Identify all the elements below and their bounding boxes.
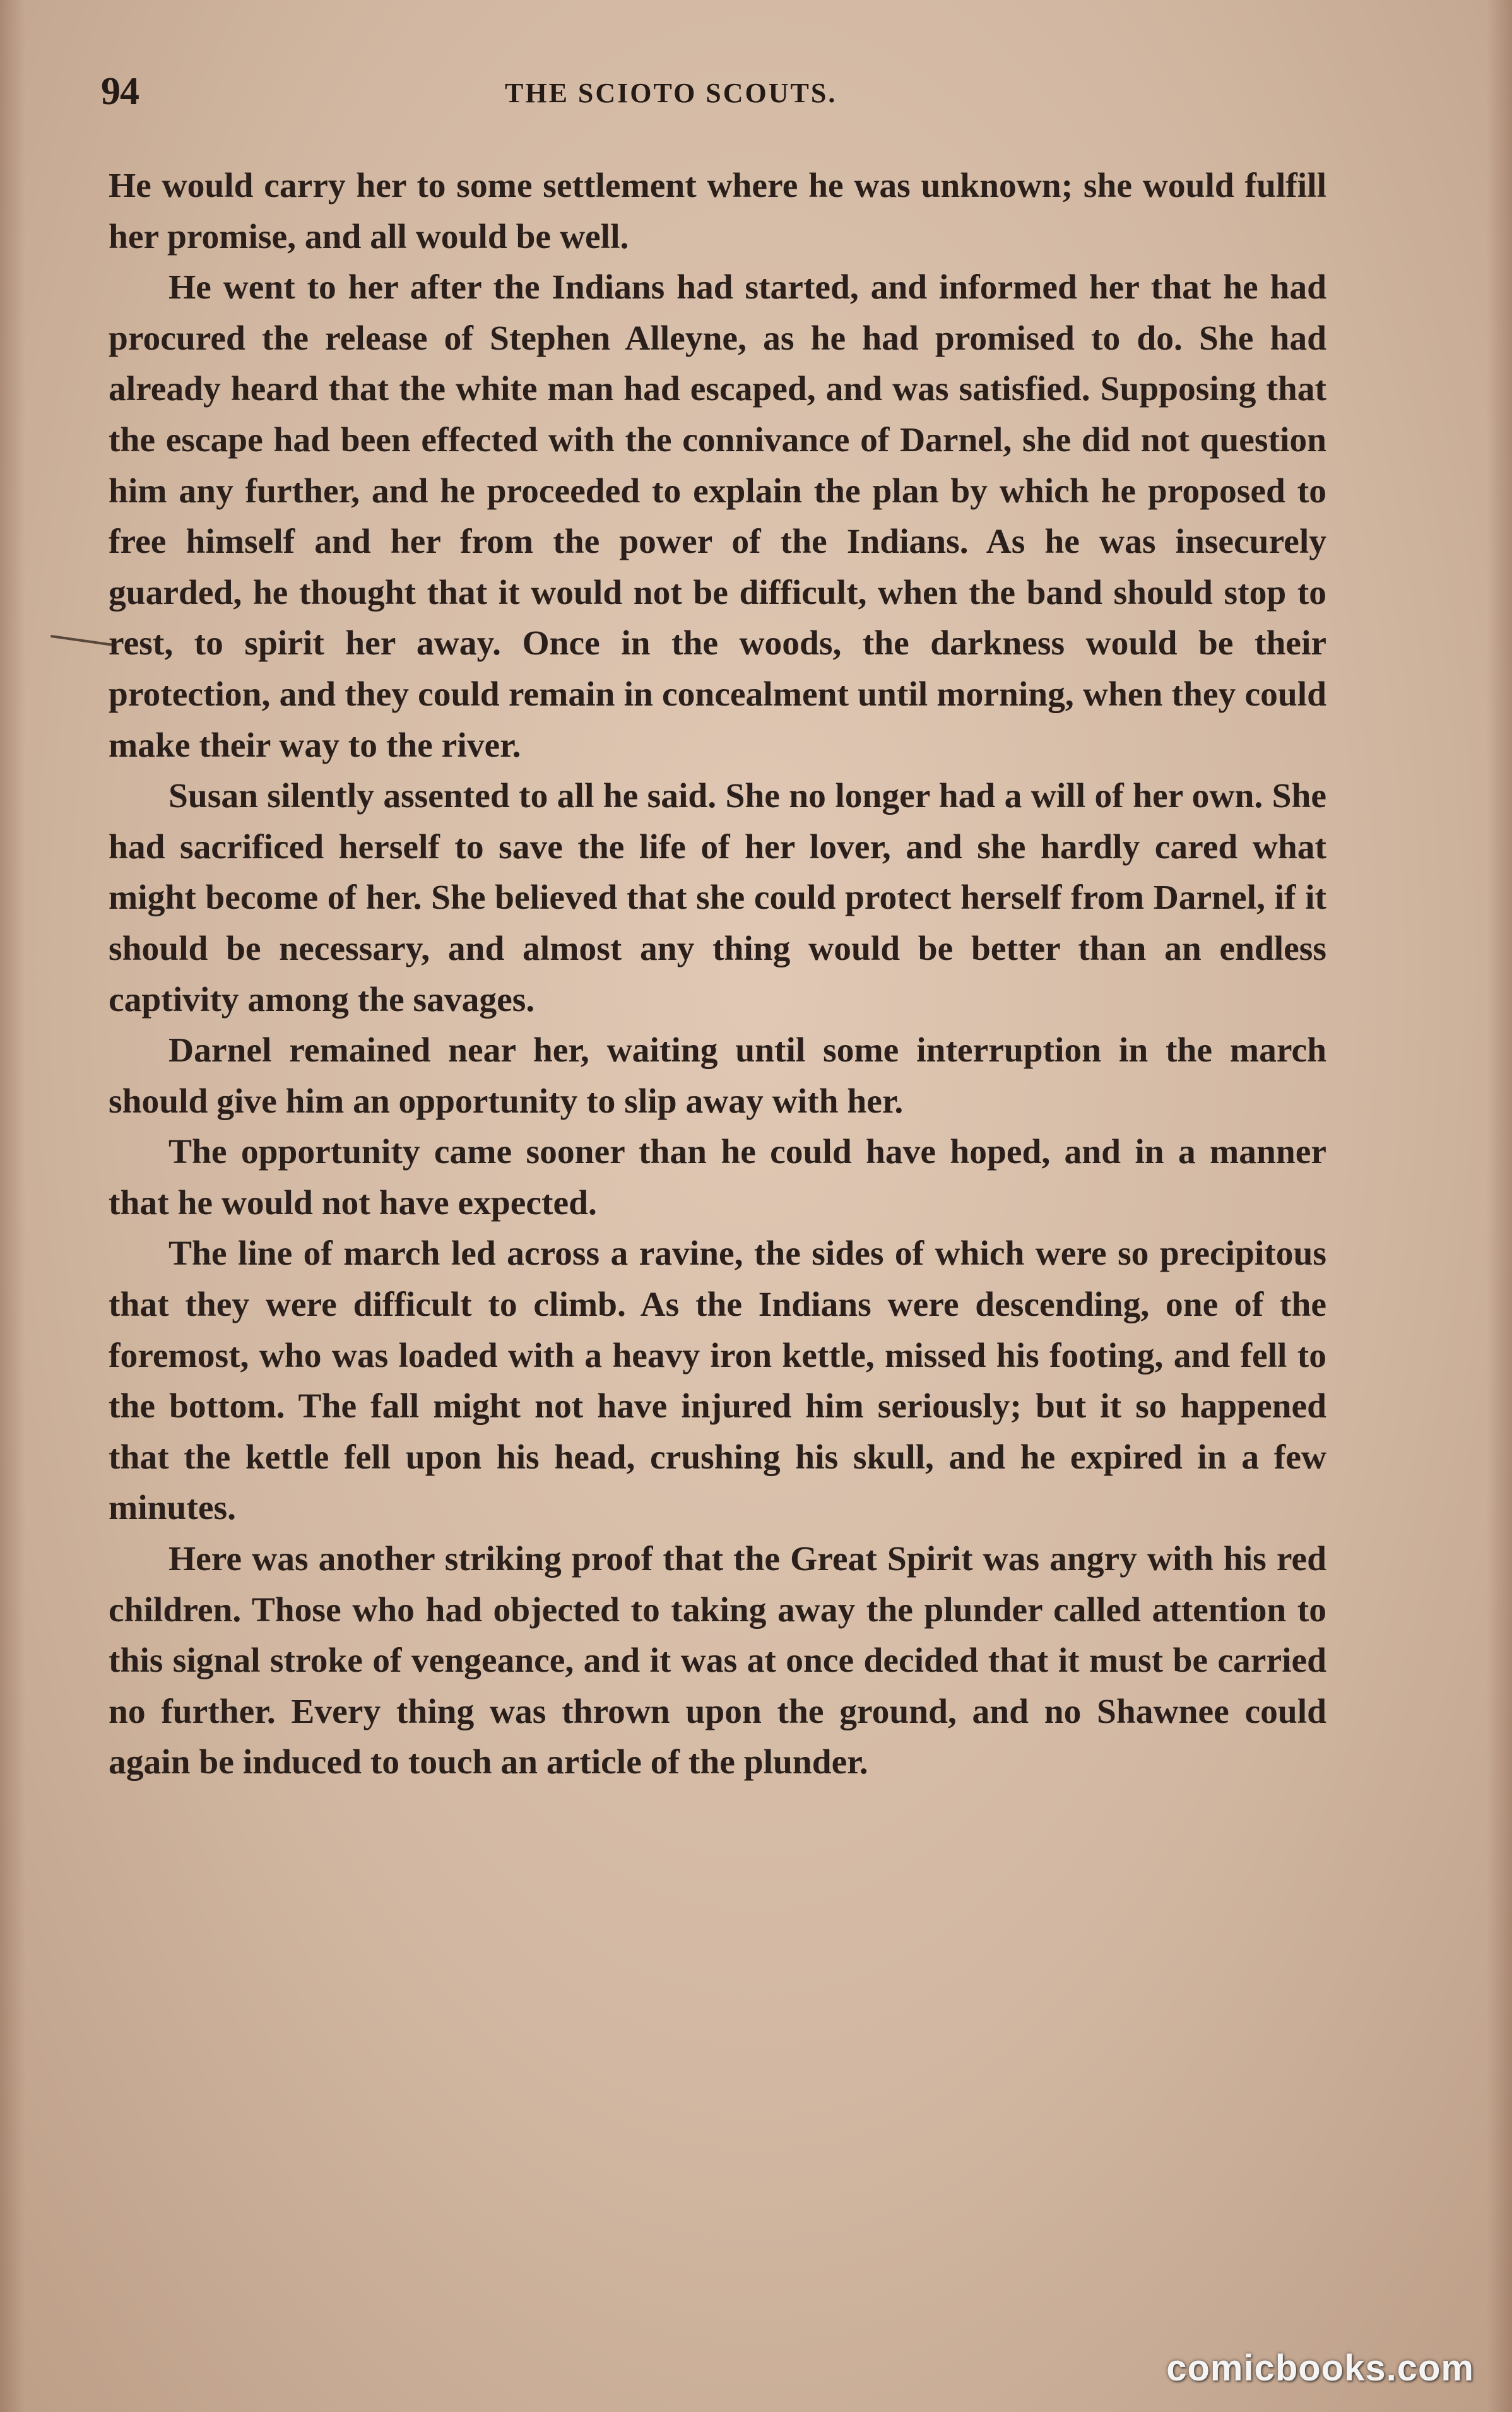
paragraph: He would carry her to some settlement where he was unknown; she would fulfill her promise, and all would be well.: [109, 167, 1326, 256]
page-edge-left: [0, 0, 25, 2412]
body-text: [109, 161, 1326, 1788]
paragraph: Here was another striking proof that the Great Spirit was angry with his red children. Those who had objected to taking away the plunder called attention to this signal stroke of vengeance, and it was at once decided that it must be carried no further. Every thing was thrown upon the ground, and no Shawnee could again be induced to touch an article of the plunder.: [109, 1540, 1326, 1782]
watermark: comicbooks.com: [1166, 2348, 1474, 2389]
running-title: THE SCIOTO SCOUTS.: [505, 78, 837, 109]
page-number: 94: [101, 70, 139, 113]
page-header: [101, 63, 1363, 120]
page-edge-right: [1487, 0, 1512, 2412]
paragraph: The line of march led across a ravine, the sides of which were so precipitous that they were difficult to climb. As the Indians were descending, one of the foremost, who was loaded with a heavy iron kettle, missed his footing, and fell to the bottom. The fall might not have injured him seriously; but it so happened that the kettle fell upon his head, crushing his skull, and he expired in a few minutes.: [109, 1234, 1326, 1528]
paragraph: Darnel remained near her, waiting until some interruption in the march should give him an opportunity to slip away with her.: [109, 1031, 1326, 1121]
paragraph: He went to her after the Indians had started, and informed her that he had procured the release of Stephen Alleyne, as he had promised to do. She had already heard that the white man had escaped, and was satisfied. Supposing that the escape had been effected with the connivance of Darnel, she did not question him any further, and he proceeded to explain the plan by which he proposed to free himself and her from the power of the Indians. As he was insecurely guarded, he thought that it would not be difficult, when the band should stop to rest, to spirit her away. Once in the woods, the darkness would be their protection, and they could remain in concealment until morning, when they could make their way to the river.: [109, 268, 1326, 765]
margin-pencil-mark: [50, 635, 114, 646]
paragraph: Susan silently assented to all he said. She no longer had a will of her own. She had sacrificed herself to save the life of her lover, and she hardly cared what might become of her. She believed that she could protect herself from Darnel, if it should be necessary, and almost any thing would be better than an endless captivity among the savages.: [109, 777, 1326, 1019]
paragraph: The opportunity came sooner than he could have hoped, and in a manner that he would not have expected.: [109, 1133, 1326, 1222]
